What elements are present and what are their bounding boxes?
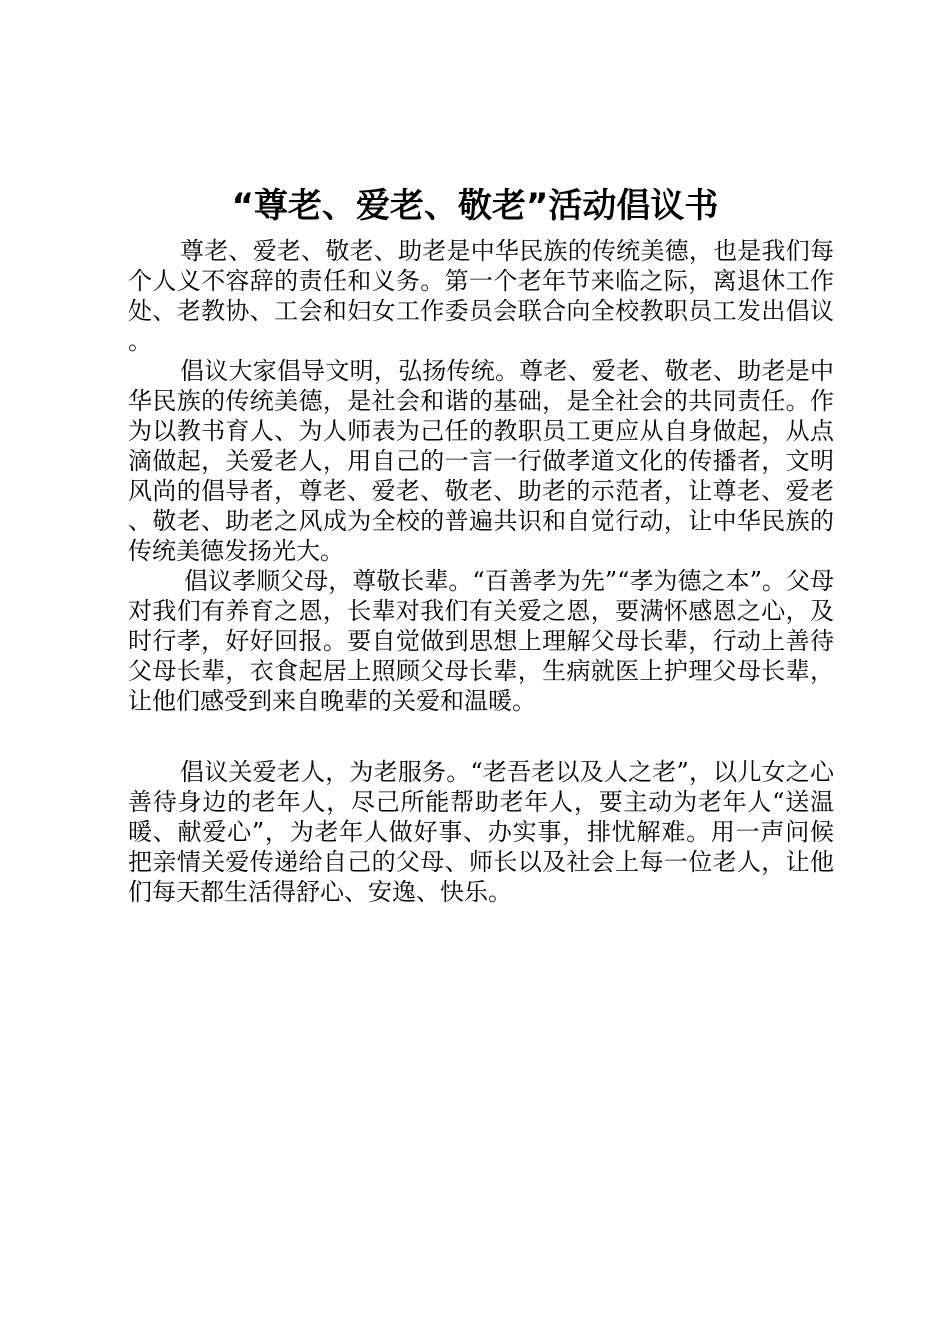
paragraph-serve-elderly: 倡议关爱老人，为老服务。“老吾老以及人之老”，以儿女之心善待身边的老年人，尽己所能帮助老年人，要主动为老年人“送温暖、献爱心”，为老年人做好事、办实事，排忧解难。用一声问候把亲情关爱传递给自己的父母、师长以及社会上每一位老人，让他们每天都生活得舒心、安逸、快乐。 [128, 758, 834, 906]
document-body-closing [128, 757, 834, 907]
document-title: “尊老、爱老、敬老”活动倡议书 [231, 186, 719, 226]
paragraph-filial-piety: 倡议孝顺父母，尊敬长辈。“百善孝为先”“孝为德之本”。父母对我们有养育之恩，长辈对我们有关爱之恩，要满怀感恩之心，及时行孝，好好回报。要自觉做到思想上理解父母长辈，行动上善待父母长辈，衣食起居上照顾父母长辈，生病就医上护理父母长辈，让他们感受到来自晚辈的关爱和温暖。 [128, 567, 834, 715]
paragraph-civility: 倡议大家倡导文明，弘扬传统。尊老、爱老、敬老、助老是中华民族的传统美德，是社会和谐的基础，是全社会的共同责任。作为以教书育人、为人师表为己任的教职员工更应从自身做起，从点滴做起，关爱老人，用自己的一言一行做孝道文化的传播者，文明风尚的倡导者，尊老、爱老、敬老、助老的示范者，让尊老、爱老、敬老、助老之风成为全校的普遍共识和自觉行动，让中华民族的传统美德发扬光大。 [128, 357, 834, 565]
document-body-main [128, 236, 834, 716]
paragraph-intro: 尊老、爱老、敬老、助老是中华民族的传统美德，也是我们每个人义不容辞的责任和义务。第一个老年节来临之际，离退休工作处、老教协、工会和妇女工作委员会联合向全校教职员工发出倡议。 [128, 237, 834, 355]
